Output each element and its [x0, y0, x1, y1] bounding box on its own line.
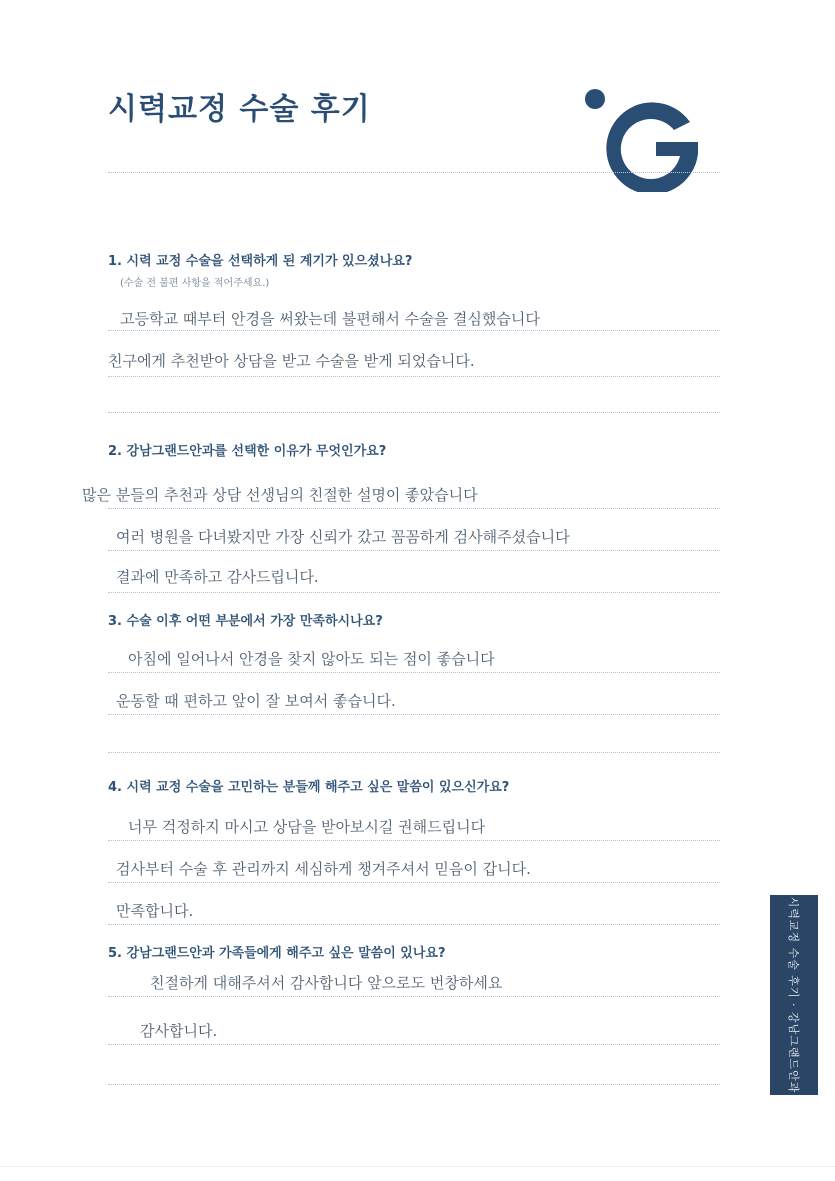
answer-line-rule — [108, 330, 720, 331]
answer-line-rule — [108, 550, 720, 551]
clinic-logo — [578, 82, 710, 192]
logo-g-shape — [606, 102, 698, 192]
answer-1-line-1: 고등학교 때부터 안경을 써왔는데 불편해서 수술을 결심했습니다 — [120, 310, 540, 328]
question-1: 1. 시력 교정 수술을 선택하게 된 계기가 있으셨나요? — [108, 254, 413, 269]
question-1-subtext: (수술 전 불편 사항을 적어주세요.) — [120, 278, 270, 289]
question-5: 5. 강남그랜드안과 가족들에게 해주고 싶은 말씀이 있나요? — [108, 946, 446, 961]
side-tab-label: 시력교정 수술 후기 · 강남그랜드안과 — [787, 896, 800, 1094]
logo-dot — [585, 89, 605, 109]
header-divider — [108, 172, 720, 173]
side-tab — [770, 895, 818, 1095]
answer-2-line-2: 여러 병원을 다녀봤지만 가장 신뢰가 갔고 꼼꼼하게 검사해주셨습니다 — [116, 528, 570, 546]
answer-line-rule — [108, 592, 720, 593]
answer-line-rule — [108, 508, 720, 509]
question-3: 3. 수술 이후 어떤 부분에서 가장 만족하시나요? — [108, 614, 383, 629]
question-2: 2. 강남그랜드안과를 선택한 이유가 무엇인가요? — [108, 444, 387, 459]
answer-2-line-3: 결과에 만족하고 감사드립니다. — [116, 568, 319, 586]
answer-line-rule — [108, 376, 720, 377]
answer-line-rule — [108, 924, 720, 925]
answer-4-line-2: 검사부터 수술 후 관리까지 세심하게 챙겨주셔서 믿음이 갑니다. — [116, 860, 531, 878]
footer-divider — [0, 1166, 835, 1167]
answer-line-rule — [108, 1044, 720, 1045]
answer-line-rule — [108, 882, 720, 883]
answer-4-line-3: 만족합니다. — [116, 902, 194, 920]
answer-line-rule — [108, 672, 720, 673]
answer-4-line-1: 너무 걱정하지 마시고 상담을 받아보시길 권해드립니다 — [128, 818, 486, 836]
question-4: 4. 시력 교정 수술을 고민하는 분들께 해주고 싶은 말씀이 있으신가요? — [108, 780, 510, 795]
page-title: 시력교정 수술 후기 — [108, 92, 371, 127]
answer-5-line-2: 감사합니다. — [140, 1022, 218, 1040]
answer-3-line-1: 아침에 일어나서 안경을 찾지 않아도 되는 점이 좋습니다 — [128, 650, 495, 668]
answer-3-line-2: 운동할 때 편하고 앞이 잘 보여서 좋습니다. — [116, 692, 396, 710]
answer-2-line-1: 많은 분들의 추천과 상담 선생님의 친절한 설명이 좋았습니다 — [82, 486, 478, 504]
answer-1-line-2: 친구에게 추천받아 상담을 받고 수술을 받게 되었습니다. — [108, 352, 475, 370]
answer-line-rule — [108, 996, 720, 997]
answer-line-rule — [108, 752, 720, 753]
answer-5-line-1: 친절하게 대해주셔서 감사합니다 앞으로도 번창하세요 — [150, 974, 503, 992]
answer-line-rule — [108, 1084, 720, 1085]
answer-line-rule — [108, 714, 720, 715]
answer-line-rule — [108, 840, 720, 841]
answer-line-rule — [108, 412, 720, 413]
